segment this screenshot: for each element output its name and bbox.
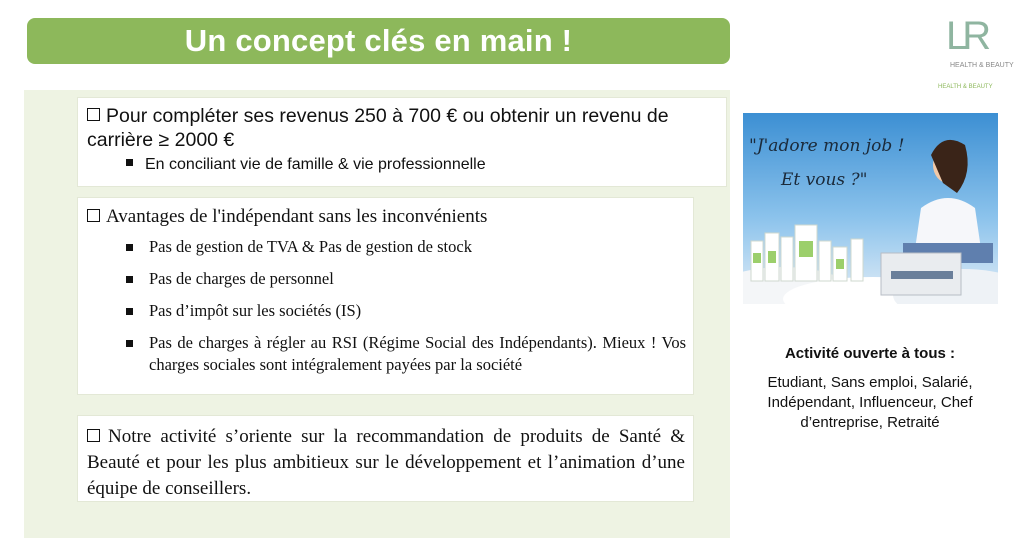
open-activity-text: Etudiant, Sans emploi, Salarié, Indépendant, Influenceur, Chef d’entreprise, Retraité xyxy=(767,374,973,431)
checkbox-icon xyxy=(87,108,100,121)
list-item: Pas de charges à régler au RSI (Régime Social des Indépendants). Mieux ! Vos charges sociales sont intégralement payées par la société xyxy=(126,332,686,376)
advantages-list xyxy=(126,236,686,386)
title-banner xyxy=(27,18,730,64)
lr-logo xyxy=(938,14,1018,94)
bullet-icon xyxy=(126,308,133,315)
photo-quote-line2: Et vous ?" xyxy=(781,170,868,190)
advantages-heading: Avantages de l'indépendant sans les inconvénients xyxy=(87,206,487,228)
list-item: Pas de gestion de TVA & Pas de gestion de stock xyxy=(126,236,686,258)
checkbox-icon xyxy=(87,209,100,222)
photo-quote-line1: "J'adore mon job ! xyxy=(749,136,905,156)
promo-illustration xyxy=(743,113,998,304)
activity-box xyxy=(77,415,694,502)
list-item: Pas de charges de personnel xyxy=(126,268,686,290)
bullet-icon xyxy=(126,159,133,166)
logo-tagline-below: HEALTH & BEAUTY xyxy=(938,84,993,90)
page-title: Un concept clés en main ! xyxy=(184,23,573,58)
revenue-heading: Pour compléter ses revenus 250 à 700 € ou obtenir un revenu de carrière ≥ 2000 € xyxy=(87,105,669,151)
advantages-box xyxy=(77,197,694,395)
bullet-icon xyxy=(126,276,133,283)
promo-photo xyxy=(743,113,998,304)
bullet-icon xyxy=(126,340,133,347)
logo-tagline: HEALTH & BEAUTY xyxy=(950,62,1014,69)
open-activity-heading: Activité ouverte à tous : xyxy=(784,345,956,362)
list-item: Pas d’impôt sur les sociétés (IS) xyxy=(126,300,686,322)
revenue-box xyxy=(77,97,727,187)
revenue-bullet: En conciliant vie de famille & vie professionnelle xyxy=(126,156,486,174)
activity-text: Notre activité s’oriente sur la recommandation de produits de Santé & Beauté et pour les plus ambitieux sur le développement et l’animation d’une équipe de conseillers. xyxy=(87,426,685,499)
bullet-icon xyxy=(126,244,133,251)
checkbox-icon xyxy=(87,429,100,442)
logo-mark: LR xyxy=(946,14,986,58)
